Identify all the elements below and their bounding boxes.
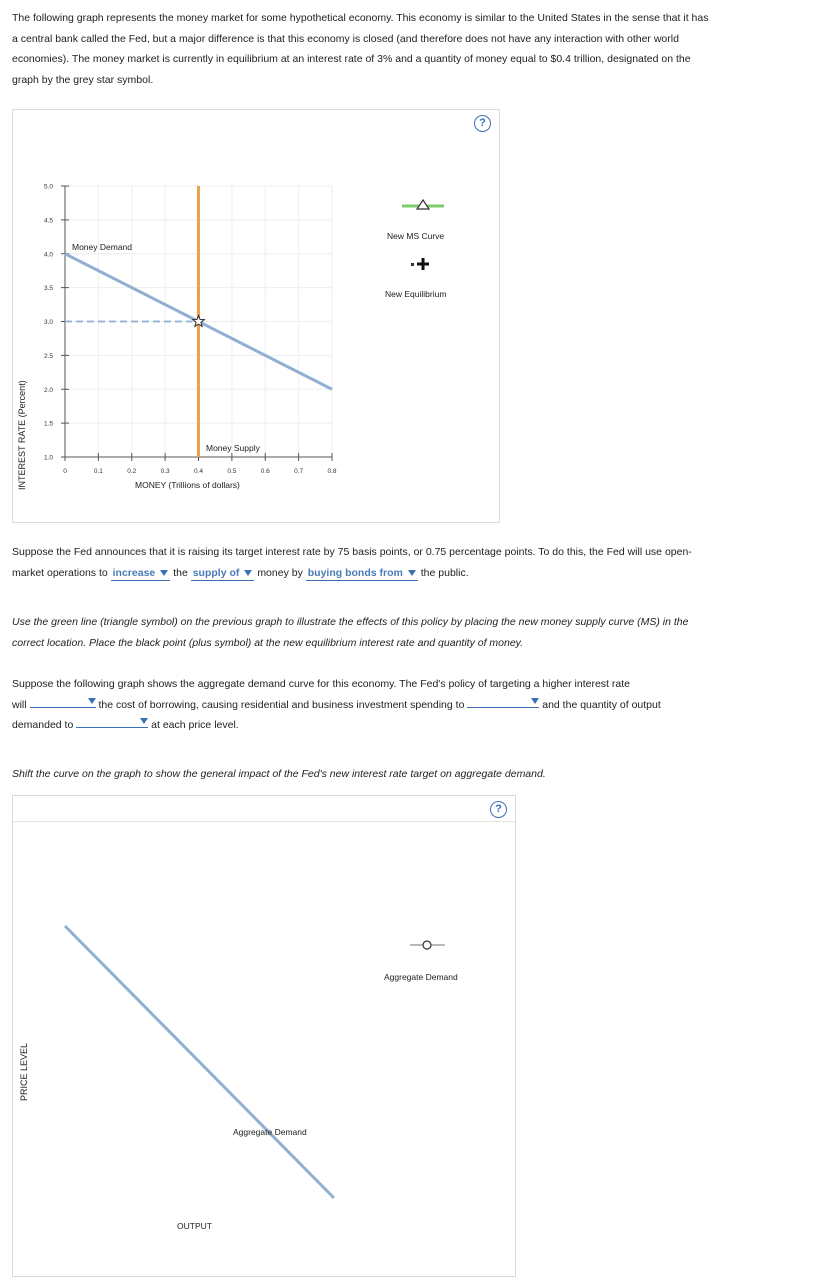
- q1-line2: [12, 563, 802, 584]
- x-tick-label: 0.3: [160, 468, 170, 475]
- q2-line: Use the green line (triangle symbol) on the previous graph to illustrate the effects of this policy by placing the new money supply curve (MS) in the: [12, 616, 689, 628]
- y-axis-label: INTEREST RATE (Percent): [17, 380, 27, 490]
- circle-icon[interactable]: [423, 941, 431, 949]
- intro-paragraph: [12, 8, 802, 90]
- aggregate-demand-graph-panel: [12, 795, 516, 1277]
- chevron-down-icon: [408, 570, 416, 576]
- q1-text: market operations to: [12, 566, 108, 579]
- y-tick-label: 3.0: [43, 319, 53, 326]
- dropdown-value: increase: [112, 566, 156, 579]
- x-tick-label: 0.4: [193, 468, 204, 475]
- legend-new-equilibrium: New Equilibrium: [385, 289, 447, 299]
- q3-text: and the quantity of output: [542, 698, 661, 711]
- chevron-down-icon: [244, 570, 252, 576]
- y-tick-label: 1.5: [43, 420, 53, 428]
- q4-line: Shift the curve on the graph to show the general impact of the Fed's new interest rate target on aggregate demand.: [12, 768, 546, 780]
- y-tick-label: 3.5: [43, 285, 53, 293]
- aggregate-demand-curve[interactable]: [65, 926, 334, 1198]
- x-tick-label: 0: [63, 468, 67, 475]
- help-icon[interactable]: ?: [474, 115, 491, 132]
- x-axis-label: OUTPUT: [177, 1221, 212, 1231]
- borrowing-cost-dropdown[interactable]: [30, 695, 96, 708]
- bonds-dropdown[interactable]: [306, 566, 418, 581]
- plus-icon[interactable]: [417, 258, 429, 270]
- q1-text: the: [173, 566, 188, 579]
- question-shift-instructions: [12, 764, 802, 785]
- y-tick-label: 2.0: [43, 386, 53, 394]
- money-market-graph-panel: [12, 109, 500, 523]
- q3-line2: [12, 695, 802, 716]
- question-open-market: [12, 542, 802, 583]
- question-aggregate-demand: [12, 674, 802, 736]
- y-tick-label: 2.5: [43, 352, 53, 360]
- y-tick-label: 4.0: [43, 251, 53, 259]
- y-axis-label: PRICE LEVEL: [19, 1042, 29, 1101]
- x-tick-label: 0.6: [260, 468, 270, 475]
- intro-line: economies). The money market is currently in equilibrium at an interest rate of 3% and a quantity of money equal to $0.4 trillion, designated on the: [12, 53, 691, 65]
- q3-text: demanded to: [12, 719, 74, 731]
- money-supply-label: Money Supply: [206, 443, 260, 453]
- q2-line: correct location. Place the black point (plus symbol) at the new equilibrium interest rate and quantity of money.: [12, 636, 524, 649]
- x-axis-label: MONEY (Trillions of dollars): [135, 480, 240, 490]
- q1-line: Suppose the Fed announces that it is raising its target interest rate by 75 basis points, or 0.75 percentage points. To do this, the Fed will use open-: [12, 546, 692, 558]
- q3-text: the cost of borrowing, causing residential and business investment spending to: [98, 698, 465, 711]
- chevron-down-icon: [531, 698, 539, 704]
- investment-dropdown[interactable]: [467, 695, 539, 708]
- q3-text: at each price level.: [151, 719, 239, 731]
- dropdown-value: supply of: [192, 566, 240, 579]
- dropdown-value: buying bonds from: [307, 566, 403, 579]
- money-demand-label: Money Demand: [72, 242, 133, 252]
- legend-new-ms: New MS Curve: [387, 231, 445, 241]
- intro-line: a central bank called the Fed, but a major difference is that this economy is closed (and therefore does not have any interaction with other world: [12, 32, 679, 45]
- x-tick-label: 0.2: [127, 468, 137, 475]
- intro-line: The following graph represents the money market for some hypothetical economy. This economy is similar to the United States in the sense that it has: [12, 12, 709, 24]
- new-ms-curve-tool[interactable]: [402, 200, 444, 209]
- x-ticks: [63, 453, 337, 475]
- ad-curve-tool[interactable]: [410, 941, 445, 949]
- x-tick-label: 0.1: [93, 468, 103, 475]
- q3-line3: [12, 715, 802, 736]
- chevron-down-icon: [140, 718, 148, 724]
- chevron-down-icon: [88, 698, 96, 704]
- q3-text: will: [12, 698, 27, 711]
- q1-text: the public.: [420, 566, 469, 579]
- chevron-down-icon: [160, 570, 168, 576]
- x-tick-label: 0.7: [294, 468, 304, 475]
- q1-text: money by: [257, 566, 303, 579]
- output-dropdown[interactable]: [76, 715, 148, 728]
- y-tick-label: 1.0: [43, 454, 53, 462]
- dot-icon[interactable]: [411, 263, 414, 266]
- y-tick-label: 4.5: [43, 217, 53, 225]
- question-instructions: [12, 612, 802, 653]
- supply-dropdown[interactable]: [191, 566, 255, 581]
- legend-aggregate-demand: Aggregate Demand: [384, 972, 458, 982]
- x-tick-label: 0.5: [227, 468, 237, 475]
- direction-dropdown[interactable]: [111, 566, 171, 581]
- money-market-chart: [13, 110, 499, 522]
- y-tick-label: 5.0: [43, 183, 53, 191]
- new-equilibrium-tool[interactable]: [411, 258, 429, 270]
- help-icon[interactable]: ?: [490, 801, 507, 818]
- aggregate-demand-chart: [13, 796, 515, 1276]
- intro-line: graph by the grey star symbol.: [12, 73, 154, 86]
- x-tick-label: 0.8: [327, 468, 337, 475]
- ad-curve-label: Aggregate Demand: [233, 1127, 307, 1137]
- q3-line: Suppose the following graph shows the aggregate demand curve for this economy. The Fed's policy of targeting a higher interest rate: [12, 678, 630, 690]
